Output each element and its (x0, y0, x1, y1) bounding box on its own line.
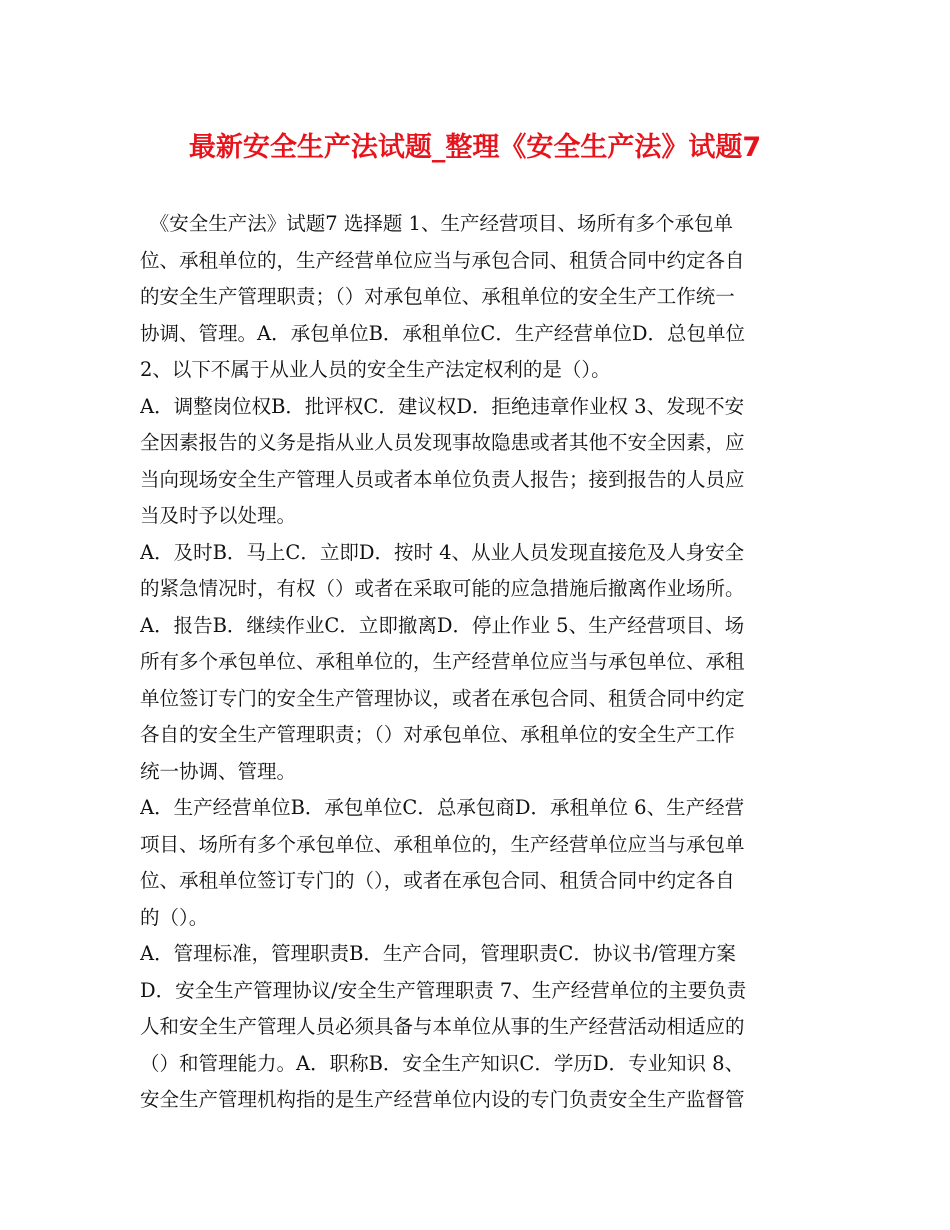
body-line: 所有多个承包单位、承租单位的，生产经营单位应当与承包单位、承租 (140, 650, 745, 673)
body-line: 当及时予以处理。 (140, 504, 297, 527)
body-line: A．调整岗位权B．批评权C．建议权D．拒绝违章作业权 3、发现不安 (140, 394, 745, 418)
body-line: 位、承租单位的，生产经营单位应当与承包合同、租赁合同中约定各自 (140, 248, 745, 272)
body-line: D．安全生产管理协议/安全生产管理职责 7、生产经营单位的主要负责 (140, 978, 747, 1002)
body-line: 统一协调、管理。 (140, 759, 297, 783)
body-line: 各自的安全生产管理职责；（）对承包单位、承租单位的安全生产工作 (140, 723, 735, 746)
body-line: （）和管理能力。A．职称B．安全生产知识C．学历D．专业知识 8、 (140, 1051, 745, 1075)
body-line: 全因素报告的义务是指从业人员发现事故隐患或者其他不安全因素，应 (140, 431, 745, 454)
body-line: 《安全生产法》试题7 选择题 1、生产经营项目、场所有多个承包单 (140, 212, 733, 235)
body-line: A．报告B．继续作业C．立即撤离D．停止作业 5、生产经营项目、场 (140, 613, 745, 637)
body-line: A．管理标准，管理职责B．生产合同，管理职责C．协议书/管理方案 (140, 942, 736, 965)
document-title: 最新安全生产法试题_整理《安全生产法》试题7 (188, 132, 762, 163)
body-line: 单位签订专门的安全生产管理协议，或者在承包合同、租赁合同中约定 (140, 686, 745, 710)
body-line: 项目、场所有多个承包单位、承租单位的，生产经营单位应当与承包单 (140, 832, 745, 856)
body-line: 位、承租单位签订专门的（），或者在承包合同、租赁合同中约定各自 (140, 869, 735, 892)
body-line: 人和安全生产管理人员必须具备与本单位从事的生产经营活动相适应的 (140, 1015, 745, 1038)
body-line: A．生产经营单位B．承包单位C．总承包商D．承租单位 6、生产经营 (140, 796, 745, 819)
body-line: 当向现场安全生产管理人员或者本单位负责人报告；接到报告的人员应 (140, 467, 745, 491)
body-line: 的安全生产管理职责；（）对承包单位、承租单位的安全生产工作统一 (140, 285, 735, 308)
body-line: 协调、管理。A．承包单位B．承租单位C．生产经营单位D．总包单位 (140, 321, 745, 345)
body-line: A．及时B．马上C．立即D．按时 4、从业人员发现直接危及人身安全 (140, 540, 745, 564)
body-line: 2、以下不属于从业人员的安全生产法定权利的是（）。 (140, 358, 611, 381)
body-line: 安全生产管理机构指的是生产经营单位内设的专门负责安全生产监督管 (140, 1088, 745, 1111)
body-line: 的紧急情况时，有权（）或者在采取可能的应急措施后撤离作业场所。 (140, 577, 745, 600)
document-body (140, 206, 820, 1119)
body-line: 的（）。 (140, 905, 209, 929)
